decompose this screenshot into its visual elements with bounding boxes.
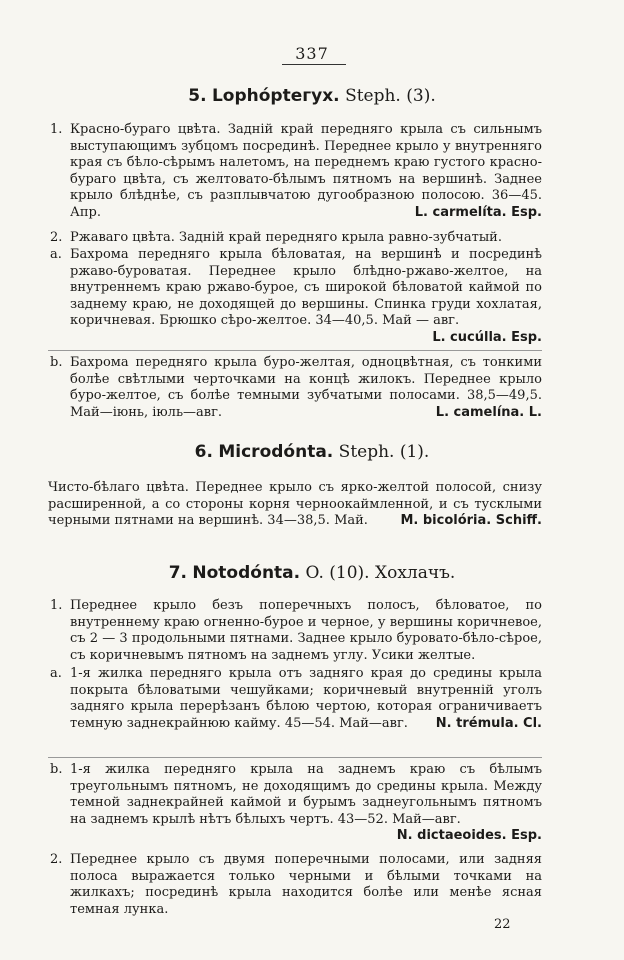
divider (48, 350, 542, 351)
entry-5-2: 2. Ржаваго цвѣта. Заднiй край передняго крыла равно-зубчатый. (50, 230, 502, 245)
entry-7-1: 1. Переднее крыло безъ поперечныхъ полосъ, бѣловатое, по внутреннему краю огненно-бурое и черное, у вершины коричневое, съ 2 — 3 продольными пятнами. Заднее крыло буровато-бѣло-сѣрое, съ коричневымъ пятномъ на заднемъ углу. Усики желтые. (50, 598, 542, 663)
entry-6: Чисто-бѣлаго цвѣта. Переднее крыло съ ярко-желтой полосой, снизу расширенной, а со стороны корня черноокаймленной, и съ тусклыми черными пятнами на вершинѣ. 34—38,5. Май. M. bicolória. Schiff. (48, 480, 542, 529)
species-name: L. camelína. L. (435, 404, 542, 420)
section-heading-5: 5. Lophóptегух. Steph. (3). (188, 86, 436, 106)
signature-mark: 22 (494, 917, 511, 932)
species-name: L. cucúlla. Esp. (432, 329, 542, 345)
entry-5-2a: a. Бахрома передняго крыла бѣловатая, на вершинѣ и посрединѣ ржаво-буроватая. Переднее крыло блѣдно-ржаво-желтое, на внутреннемъ краю ржаво-бурое, съ широкой бѣловатой каймой по заднему краю, не доходящей до вершины. Спинка груди хохлатая, коричневая. Брюшко сѣро-желтое. 34—40,5. Май — авг. L. cucúlla. Esp. (50, 247, 542, 345)
header-rule (282, 64, 346, 65)
divider (48, 757, 542, 758)
entry-7-2: 2. Переднее крыло съ двумя поперечными полосами, или задняя полоса выражается только черными и бѣлыми точками на жилкахъ; посрединѣ крыла находится болѣе или менѣе ясная темная лунка. (50, 852, 542, 917)
section-heading-7: 7. Notodónta. O. (10). Хохлачъ. (168, 563, 456, 583)
entry-7-1b: b. 1-я жилка передняго крыла на заднемъ краю съ бѣлымъ треугольнымъ пятномъ, не доходящимъ до средины крыла. Между темной заднекрайней каймой и бурымъ заднеугольнымъ пятномъ на заднемъ крылѣ нѣтъ бѣлыхъ чертъ. 43—52. Май—авг. N. dictaeoides. Esp. (50, 762, 542, 844)
entry-5-1: 1. Красно-бураго цвѣта. Заднiй край передняго крыла съ сильнымъ выступающимъ зубцомъ посрединѣ. Переднее крыло у внутренняго края съ бѣло-сѣрымъ налетомъ, на переднемъ краю густого красно-бураго цвѣта, съ желтовато-бѣлымъ пятномъ на вершинѣ. Заднее крыло блѣднѣе, съ разплывчатою дугообразною полосою. 36—45. Апр. L. carmelíta. Esp. (50, 122, 542, 220)
species-name: N. trémula. Cl. (435, 715, 542, 731)
species-name: N. dictaeoides. Esp. (396, 828, 542, 844)
section-heading-6: 6. Microdónta. Steph. (1). (194, 442, 430, 462)
species-name: L. carmelíta. Esp. (414, 204, 542, 220)
species-name: M. bicolória. Schiff. (400, 513, 542, 529)
page-number: 337 (295, 44, 329, 63)
entry-5-2b: b. Бахрома передняго крыла буро-желтая, одноцвѣтная, съ тонкими болѣе свѣтлыми черточками на концѣ жилокъ. Переднее крыло буро-желтое, съ болѣе темными зубчатыми полосами. 38,5—49,5. Май—iюнь, iюль—авг. L. camelína. L. (50, 355, 542, 420)
entry-7-1a: a. 1-я жилка передняго крыла отъ задняго края до средины крыла покрыта бѣловатыми чешуйками; коричневый внутреннiй уголъ задняго крыла перерѣзанъ бѣлою чертою, которая ограничиваетъ темную заднекрайнюю кайму. 45—54. Май—авг. N. trémula. Cl. (50, 666, 542, 731)
